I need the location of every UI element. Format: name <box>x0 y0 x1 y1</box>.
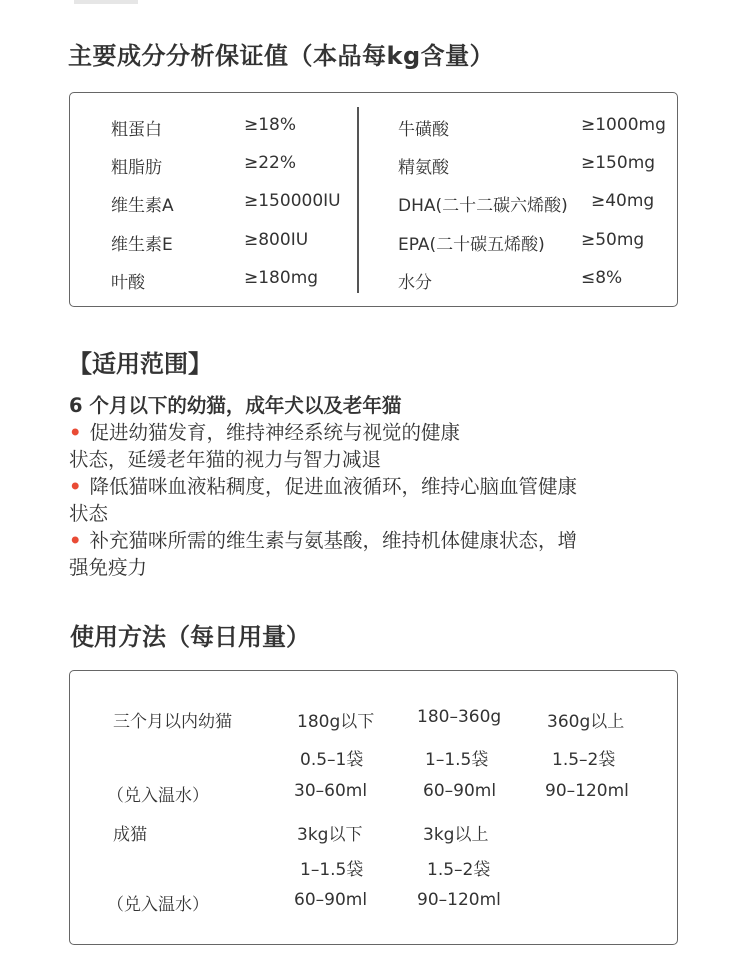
bullet-dot: • <box>69 475 82 498</box>
bag-amount: 1–1.5袋 <box>425 750 489 770</box>
scope-bullet-continuation: 状态 <box>69 502 109 525</box>
nutrient-name: 牛磺酸 <box>398 120 449 140</box>
water-amount: 90–120ml <box>545 781 629 801</box>
nutrient-name: DHA(二十二碳六烯酸) <box>398 196 568 216</box>
bullet-text: 降低猫咪血液粘稠度，促进血液循环，维持心脑血管健康 <box>89 475 577 498</box>
kitten-label: 三个月以内幼猫 <box>113 712 232 732</box>
top-divider-stub <box>74 0 138 4</box>
water-label: （兑入温水） <box>107 786 209 806</box>
bullet-dot: • <box>69 421 82 444</box>
column-divider <box>357 107 359 293</box>
scope-body <box>69 392 577 581</box>
nutrient-value: ≥50mg <box>581 230 645 250</box>
water-amount: 60–90ml <box>294 890 368 910</box>
scope-bullet-continuation: 强免疫力 <box>69 556 148 579</box>
adult-label: 成猫 <box>113 825 147 845</box>
water-amount: 90–120ml <box>417 890 501 910</box>
weight-range: 3kg以上 <box>423 825 489 845</box>
nutrient-value: ≤8% <box>581 268 623 288</box>
nutrient-name: EPA(二十碳五烯酸) <box>398 235 545 255</box>
nutrition-title: 主要成分分析保证值（本品每kg含量） <box>68 42 495 70</box>
scope-lead: 6 个月以下的幼猫，成年犬以及老年猫 <box>69 394 402 417</box>
scope-title: 【适用范围】 <box>68 350 212 378</box>
bag-amount: 1.5–2袋 <box>427 860 491 880</box>
water-label: （兑入温水） <box>107 895 209 915</box>
nutrient-value: ≥18% <box>244 115 297 135</box>
usage-table <box>69 670 678 945</box>
bullet-dot: • <box>69 529 82 552</box>
nutrient-name: 维生素E <box>111 235 173 255</box>
scope-bullet-continuation: 状态，延缓老年猫的视力与智力减退 <box>69 448 382 471</box>
scope-bullet-line <box>69 527 577 554</box>
bag-amount: 0.5–1袋 <box>300 750 364 770</box>
weight-range: 180–360g <box>417 707 502 727</box>
bag-amount: 1.5–2袋 <box>552 750 616 770</box>
weight-range: 360g以上 <box>547 712 625 732</box>
nutrient-name: 水分 <box>398 273 432 293</box>
nutrient-name: 精氨酸 <box>398 158 449 178</box>
scope-bullet-line <box>69 419 577 446</box>
scope-bullet-line <box>69 473 577 500</box>
water-amount: 30–60ml <box>294 781 368 801</box>
weight-range: 3kg以下 <box>297 825 363 845</box>
nutrient-value: ≥150000IU <box>244 191 341 211</box>
bullet-text: 补充猫咪所需的维生素与氨基酸，维持机体健康状态，增 <box>89 529 577 552</box>
nutrient-value: ≥1000mg <box>581 115 666 135</box>
nutrient-name: 叶酸 <box>111 273 145 293</box>
nutrient-value: ≥800IU <box>244 230 309 250</box>
water-amount: 60–90ml <box>423 781 497 801</box>
nutrient-name: 粗蛋白 <box>111 120 162 140</box>
weight-range: 180g以下 <box>297 712 375 732</box>
nutrient-name: 维生素A <box>111 196 174 216</box>
bullet-text: 促进幼猫发育，维持神经系统与视觉的健康 <box>89 421 460 444</box>
nutrient-value: ≥150mg <box>581 153 656 173</box>
usage-title: 使用方法（每日用量） <box>70 623 310 651</box>
nutrient-value: ≥40mg <box>591 191 655 211</box>
nutrient-value: ≥22% <box>244 153 297 173</box>
nutrient-name: 粗脂肪 <box>111 158 162 178</box>
nutrient-value: ≥180mg <box>244 268 319 288</box>
bag-amount: 1–1.5袋 <box>300 860 364 880</box>
nutrition-table <box>69 92 678 307</box>
